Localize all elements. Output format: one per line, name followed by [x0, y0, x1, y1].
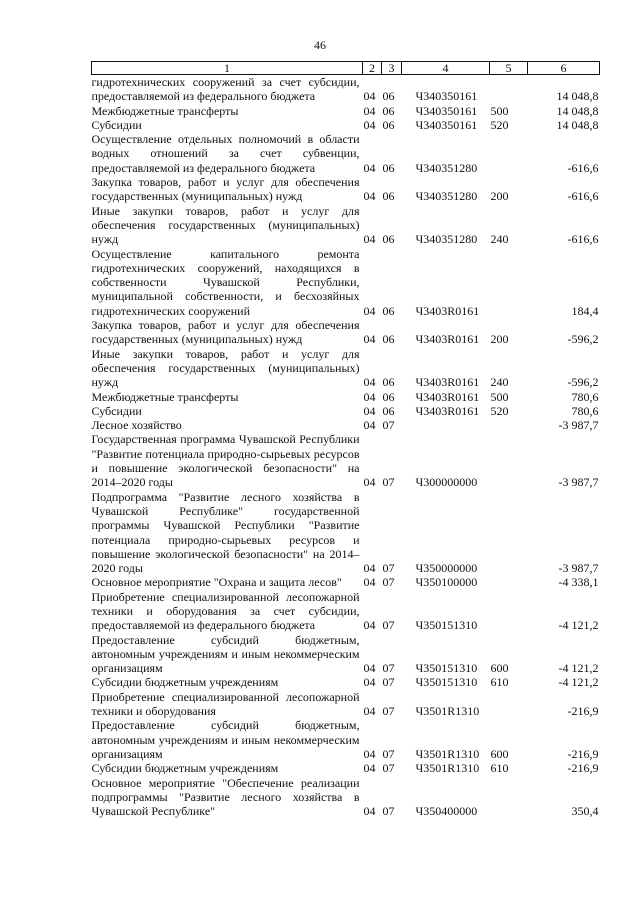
row-amount-cell: 14 048,8 — [556, 117, 599, 132]
row-subsection-cell: 06 — [382, 375, 395, 390]
row-section-cell: 04 — [363, 232, 376, 247]
row-target-article-cell: Ч340351280 — [415, 189, 478, 204]
row-subsection-cell: 07 — [382, 575, 395, 590]
row-section-cell: 04 — [363, 160, 376, 175]
table-row — [92, 390, 600, 404]
table-row — [92, 575, 600, 589]
row-subsection-cell: 07 — [382, 561, 395, 576]
table-body — [92, 75, 600, 819]
row-target-article-cell — [402, 418, 490, 432]
row-expense-type-cell: 600 — [490, 746, 509, 761]
row-amount-cell: 780,6 — [571, 389, 599, 404]
table-row — [92, 490, 600, 576]
row-amount-cell: -216,9 — [567, 761, 599, 776]
row-name-cell: Предоставление субсидий бюджетным, автономным учреждениям и иным некоммерческим организациям — [91, 632, 360, 676]
table-row — [92, 175, 600, 204]
row-name-cell: Осуществление капитального ремонта гидротехнических сооружений, находящихся в собственности Чувашской Республики, муниципальной собственности, и бесхозяйных гидротехнических сооружений — [91, 246, 360, 318]
table-row — [92, 118, 600, 132]
table-row — [92, 318, 600, 347]
row-target-article-cell: Ч3403R0161 — [415, 389, 480, 404]
row-expense-type-cell: 500 — [490, 103, 509, 118]
table-row — [92, 776, 600, 819]
row-expense-type-cell: 600 — [490, 661, 509, 676]
row-section-cell: 04 — [363, 89, 376, 104]
row-expense-type-cell: 610 — [490, 761, 509, 776]
row-section-cell: 04 — [363, 618, 376, 633]
row-target-article-cell: Ч3403R0161 — [415, 303, 480, 318]
row-subsection-cell: 07 — [382, 804, 395, 819]
header-col-subsection: 3 — [382, 62, 402, 75]
row-name-cell: Лесное хозяйство — [91, 418, 182, 433]
row-expense-type-cell — [490, 490, 528, 576]
table-row — [92, 75, 600, 104]
table-row — [92, 132, 600, 175]
row-name-cell: Закупка товаров, работ и услуг для обеспечения государственных (муниципальных) нужд — [91, 175, 360, 204]
row-target-article-cell: Ч3403R0161 — [415, 332, 480, 347]
row-target-article-cell: Ч340350161 — [415, 103, 478, 118]
table-row — [92, 404, 600, 418]
row-target-article-cell: Ч340351280 — [415, 232, 478, 247]
table-row — [92, 347, 600, 390]
row-subsection-cell: 07 — [382, 675, 395, 690]
row-amount-cell: -616,6 — [567, 160, 599, 175]
row-name-cell: Осуществление отдельных полномочий в области водных отношений за счет субвенции, предоставляемой из федерального бюджета — [91, 132, 360, 175]
row-amount-cell: -616,6 — [567, 232, 599, 247]
budget-table — [91, 61, 600, 818]
row-amount-cell: -616,6 — [567, 189, 599, 204]
row-target-article-cell: Ч350400000 — [415, 804, 478, 819]
header-col-amount: 6 — [528, 62, 600, 75]
row-subsection-cell: 06 — [382, 89, 395, 104]
row-amount-cell: 184,4 — [571, 303, 599, 318]
row-section-cell: 04 — [363, 804, 376, 819]
row-expense-type-cell — [490, 75, 528, 104]
row-target-article-cell: Ч350151310 — [415, 661, 478, 676]
row-name-cell: Иные закупки товаров, работ и услуг для обеспечения государственных (муниципальных) нужд — [91, 203, 360, 247]
row-name-cell: Субсидии — [91, 117, 142, 132]
table-row — [92, 432, 600, 489]
row-amount-cell: -596,2 — [567, 332, 599, 347]
row-name-cell: Основное мероприятие "Охрана и защита лесов" — [91, 575, 342, 590]
row-section-cell: 04 — [363, 375, 376, 390]
header-col-target-article: 4 — [402, 62, 490, 75]
row-expense-type-cell — [490, 590, 528, 633]
row-name-cell: Закупка товаров, работ и услуг для обеспечения государственных (муниципальных) нужд — [91, 318, 360, 347]
page-number: 46 — [314, 38, 326, 52]
row-target-article-cell: Ч350151310 — [415, 618, 478, 633]
row-section-cell: 04 — [363, 475, 376, 490]
row-target-article-cell: Ч340351280 — [415, 160, 478, 175]
row-expense-type-cell: 520 — [490, 403, 509, 418]
row-section-cell: 04 — [363, 418, 376, 433]
table-row — [92, 590, 600, 633]
row-section-cell: 04 — [363, 704, 376, 719]
row-expense-type-cell: 240 — [490, 232, 509, 247]
row-target-article-cell: Ч3403R0161 — [415, 375, 480, 390]
row-target-article-cell: Ч350151310 — [415, 675, 478, 690]
row-name-cell: Основное мероприятие "Обеспечение реализации подпрограммы "Развитие лесного хозяйства в Чувашской Республике" — [91, 775, 360, 819]
header-col-expense-type: 5 — [490, 62, 528, 75]
row-name-cell: гидротехнических сооружений за счет субсидии, предоставляемой из федерального бюджета — [91, 75, 360, 104]
row-name-cell: Межбюджетные трансферты — [91, 103, 239, 118]
row-amount-cell: -216,9 — [567, 746, 599, 761]
row-target-article-cell: Ч3403R0161 — [415, 403, 480, 418]
row-expense-type-cell: 240 — [490, 375, 509, 390]
table-row — [92, 418, 600, 432]
row-section-cell: 04 — [363, 561, 376, 576]
row-subsection-cell: 06 — [382, 303, 395, 318]
row-amount-cell: -4 121,2 — [558, 675, 599, 690]
row-name-cell: Предоставление субсидий бюджетным, автономным учреждениям и иным некоммерческим организациям — [91, 718, 360, 761]
row-target-article-cell: Ч340350161 — [415, 117, 478, 132]
table-row — [92, 675, 600, 689]
row-amount-cell: -3 987,7 — [558, 475, 599, 490]
row-section-cell: 04 — [363, 761, 376, 776]
row-amount-cell: -4 121,2 — [558, 618, 599, 633]
table-row — [92, 690, 600, 719]
row-target-article-cell: Ч300000000 — [415, 475, 478, 490]
table-row — [92, 761, 600, 775]
row-expense-type-cell — [490, 432, 528, 489]
row-section-cell: 04 — [363, 746, 376, 761]
header-col-section: 2 — [363, 62, 382, 75]
row-name-cell: Субсидии бюджетным учреждениям — [91, 675, 279, 690]
row-subsection-cell: 07 — [382, 475, 395, 490]
row-subsection-cell: 06 — [382, 232, 395, 247]
row-amount-cell: -596,2 — [567, 375, 599, 390]
row-target-article-cell: Ч3501R1310 — [415, 761, 480, 776]
row-subsection-cell: 06 — [382, 403, 395, 418]
row-section-cell: 04 — [363, 575, 376, 590]
row-target-article-cell: Ч3501R1310 — [415, 704, 480, 719]
row-subsection-cell: 07 — [382, 761, 395, 776]
row-subsection-cell: 07 — [382, 746, 395, 761]
row-expense-type-cell: 200 — [490, 189, 509, 204]
row-subsection-cell: 06 — [382, 103, 395, 118]
row-amount-cell: 14 048,8 — [556, 89, 599, 104]
row-amount-cell: -3 987,7 — [558, 561, 599, 576]
row-subsection-cell: 07 — [382, 704, 395, 719]
row-expense-type-cell — [490, 776, 528, 819]
row-target-article-cell: Ч3501R1310 — [415, 746, 480, 761]
table-row — [92, 104, 600, 118]
row-section-cell: 04 — [363, 103, 376, 118]
row-name-cell: Межбюджетные трансферты — [91, 389, 239, 404]
row-subsection-cell: 06 — [382, 117, 395, 132]
row-subsection-cell: 06 — [382, 332, 395, 347]
row-section-cell: 04 — [363, 117, 376, 132]
row-target-article-cell: Ч340350161 — [415, 89, 478, 104]
row-expense-type-cell — [490, 575, 528, 589]
row-name-cell: Подпрограмма "Развитие лесного хозяйства в Чувашской Республике" государственной программы Чувашской Республики "Развитие потенциала природно-сырьевых ресурсов и повышение экологической безопасности" на 2014–2020 годы — [91, 489, 360, 576]
row-section-cell: 04 — [363, 661, 376, 676]
table-row — [92, 247, 600, 318]
row-section-cell: 04 — [363, 332, 376, 347]
row-name-cell: Государственная программа Чувашской Республики "Развитие потенциала природно-сырьевых ресурсов и повышение экологической безопасности" на 2014–2020 годы — [91, 432, 360, 490]
row-name-cell: Иные закупки товаров, работ и услуг для обеспечения государственных (муниципальных) нужд — [91, 346, 360, 390]
row-expense-type-cell: 520 — [490, 117, 509, 132]
row-target-article-cell: Ч350000000 — [415, 561, 478, 576]
row-section-cell: 04 — [363, 189, 376, 204]
row-subsection-cell: 07 — [382, 661, 395, 676]
row-subsection-cell: 07 — [382, 618, 395, 633]
row-subsection-cell: 06 — [382, 389, 395, 404]
table-row — [92, 204, 600, 247]
row-expense-type-cell: 200 — [490, 332, 509, 347]
row-amount-cell: -4 121,2 — [558, 661, 599, 676]
row-name-cell: Приобретение специализированной лесопожарной техники и оборудования — [91, 689, 360, 719]
row-target-article-cell: Ч350100000 — [415, 575, 478, 590]
row-name-cell: Приобретение специализированной лесопожарной техники и оборудования за счет субсидии, предоставляемой из федерального бюджета — [91, 589, 360, 633]
row-subsection-cell: 07 — [382, 418, 395, 433]
row-expense-type-cell — [490, 418, 528, 432]
row-expense-type-cell: 610 — [490, 675, 509, 690]
row-amount-cell: 14 048,8 — [556, 103, 599, 118]
row-name-cell: Субсидии — [91, 403, 142, 418]
table-row — [92, 718, 600, 761]
row-expense-type-cell — [490, 247, 528, 318]
row-name-cell: Субсидии бюджетным учреждениям — [91, 761, 279, 776]
row-section-cell: 04 — [363, 389, 376, 404]
header-row — [92, 62, 600, 75]
row-amount-cell: -216,9 — [567, 704, 599, 719]
row-expense-type-cell — [490, 690, 528, 719]
table-header — [92, 62, 600, 75]
row-section-cell: 04 — [363, 403, 376, 418]
row-subsection-cell: 06 — [382, 160, 395, 175]
row-amount-cell: 780,6 — [571, 403, 599, 418]
row-section-cell: 04 — [363, 675, 376, 690]
row-expense-type-cell: 500 — [490, 389, 509, 404]
row-amount-cell: -4 338,1 — [558, 575, 599, 590]
row-amount-cell: -3 987,7 — [558, 418, 599, 433]
header-col-name: 1 — [92, 62, 363, 75]
row-section-cell: 04 — [363, 303, 376, 318]
table-row — [92, 633, 600, 676]
row-expense-type-cell — [490, 132, 528, 175]
row-subsection-cell: 06 — [382, 189, 395, 204]
row-amount-cell: 350,4 — [571, 804, 599, 819]
